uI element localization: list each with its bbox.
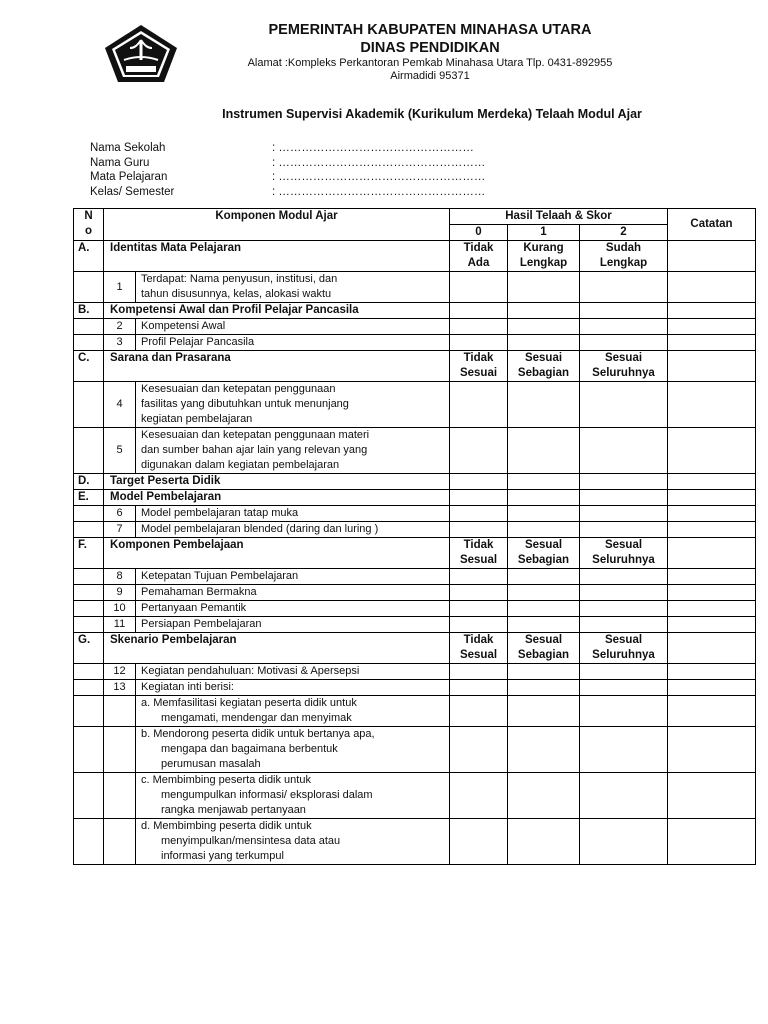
- field-school: [90, 142, 490, 157]
- score-1: 1: [508, 225, 580, 241]
- header-department-name: DINAS PENDIDIKAN: [360, 40, 500, 56]
- score-cell[interactable]: [450, 617, 508, 633]
- header-no: N o: [74, 209, 104, 241]
- notes-cell[interactable]: [668, 617, 756, 633]
- notes-cell[interactable]: [668, 522, 756, 538]
- section-title: Identitas Mata Pelajaran: [104, 241, 450, 272]
- table-row: [74, 319, 756, 335]
- item-number: 5: [104, 428, 136, 474]
- section-letter: G.: [74, 633, 104, 664]
- criteria-1: Sesual Sebagian: [508, 633, 580, 664]
- item-number: 8: [104, 569, 136, 585]
- section-row-b: [74, 303, 756, 319]
- notes-cell[interactable]: [668, 474, 756, 490]
- notes-cell[interactable]: [668, 569, 756, 585]
- score-cell[interactable]: [450, 680, 508, 696]
- score-cell[interactable]: [580, 773, 668, 819]
- score-cell[interactable]: [508, 585, 580, 601]
- header-government-name: PEMERINTAH KABUPATEN MINAHASA UTARA: [268, 22, 592, 38]
- section-row-c: [74, 351, 756, 382]
- score-cell[interactable]: [508, 601, 580, 617]
- item-text: Model pembelajaran blended (daring dan luring ): [136, 522, 450, 538]
- section-letter: B.: [74, 303, 104, 319]
- item-number: 3: [104, 335, 136, 351]
- field-label: Nama Guru: [90, 156, 150, 169]
- score-cell[interactable]: [450, 522, 508, 538]
- identity-fields: [90, 142, 490, 200]
- criteria-0: Tidak Sesual: [450, 633, 508, 664]
- score-2: 2: [580, 225, 668, 241]
- score-cell[interactable]: [450, 474, 508, 490]
- regency-emblem-logo: [104, 24, 178, 84]
- field-class-semester: [90, 186, 490, 201]
- sub-item-text: d. Membimbing peserta didik untuk menyimpulkan/mensintesa data atau informasi yang terkumpul: [136, 819, 450, 865]
- score-cell[interactable]: [580, 819, 668, 865]
- score-cell[interactable]: [580, 664, 668, 680]
- table-header-row: [74, 209, 756, 225]
- field-blank: : ………………………………………………: [272, 156, 486, 169]
- item-number: 12: [104, 664, 136, 680]
- section-row-f: [74, 538, 756, 569]
- score-cell[interactable]: [450, 727, 508, 773]
- item-text: Terdapat: Nama penyusun, institusi, dan tahun disusunnya, kelas, alokasi waktu: [136, 272, 450, 303]
- score-cell[interactable]: [450, 506, 508, 522]
- field-blank: : ……………………………………………: [272, 142, 474, 154]
- item-text: Profil Pelajar Pancasila: [136, 335, 450, 351]
- section-row-a: [74, 241, 756, 272]
- notes-cell[interactable]: [668, 241, 756, 272]
- score-cell[interactable]: [580, 272, 668, 303]
- header-hasil-telaah: Hasil Telaah & Skor: [450, 209, 668, 225]
- section-row-e: [74, 490, 756, 506]
- score-cell[interactable]: [508, 569, 580, 585]
- score-cell[interactable]: [508, 335, 580, 351]
- criteria-2: Sesuai Seluruhnya: [580, 351, 668, 382]
- criteria-0: Tidak Sesual: [450, 538, 508, 569]
- table-row: [74, 506, 756, 522]
- notes-cell[interactable]: [668, 506, 756, 522]
- table-row: [74, 601, 756, 617]
- header-city: Airmadidi 95371: [390, 70, 470, 82]
- table-row: [74, 272, 756, 303]
- item-number: 9: [104, 585, 136, 601]
- notes-cell[interactable]: [668, 664, 756, 680]
- score-cell[interactable]: [508, 727, 580, 773]
- table-row: [74, 335, 756, 351]
- item-number: 1: [104, 272, 136, 303]
- notes-cell[interactable]: [668, 319, 756, 335]
- score-cell[interactable]: [450, 664, 508, 680]
- sub-item-text: a. Memfasilitasi kegiatan peserta didik untuk mengamati, mendengar dan menyimak: [136, 696, 450, 727]
- score-cell[interactable]: [450, 696, 508, 727]
- score-cell[interactable]: [580, 569, 668, 585]
- score-cell[interactable]: [580, 680, 668, 696]
- score-cell[interactable]: [508, 617, 580, 633]
- table-row: [74, 773, 756, 819]
- table-row: [74, 664, 756, 680]
- score-cell[interactable]: [580, 428, 668, 474]
- score-cell[interactable]: [450, 601, 508, 617]
- notes-cell[interactable]: [668, 680, 756, 696]
- score-cell[interactable]: [580, 727, 668, 773]
- score-cell[interactable]: [580, 522, 668, 538]
- score-cell[interactable]: [580, 335, 668, 351]
- score-cell[interactable]: [508, 272, 580, 303]
- header-address: Alamat :Kompleks Perkantoran Pemkab Minahasa Utara Tlp. 0431-892955: [247, 57, 613, 69]
- score-cell[interactable]: [450, 585, 508, 601]
- item-number: 2: [104, 319, 136, 335]
- section-row-g: [74, 633, 756, 664]
- item-number: 10: [104, 601, 136, 617]
- score-cell[interactable]: [450, 319, 508, 335]
- table-row: [74, 819, 756, 865]
- score-cell[interactable]: [508, 428, 580, 474]
- section-letter: F.: [74, 538, 104, 569]
- score-cell[interactable]: [450, 382, 508, 428]
- item-number: 11: [104, 617, 136, 633]
- item-text: Kesesuaian dan ketepatan penggunaan fasilitas yang dibutuhkan untuk menunjang kegiatan pembelajaran: [136, 382, 450, 428]
- score-cell[interactable]: [580, 585, 668, 601]
- score-0: 0: [450, 225, 508, 241]
- item-number: 4: [104, 382, 136, 428]
- section-letter: D.: [74, 474, 104, 490]
- score-cell[interactable]: [580, 506, 668, 522]
- criteria-2: Sudah Lengkap: [580, 241, 668, 272]
- item-number: 6: [104, 506, 136, 522]
- section-title: Model Pembelajaran: [104, 490, 450, 506]
- field-blank: : ………………………………………………: [272, 185, 486, 198]
- notes-cell[interactable]: [668, 633, 756, 664]
- notes-cell[interactable]: [668, 819, 756, 865]
- field-subject: [90, 171, 490, 186]
- table-row: [74, 680, 756, 696]
- notes-cell[interactable]: [668, 727, 756, 773]
- table-row: [74, 727, 756, 773]
- header-catatan: Catatan: [668, 209, 756, 241]
- section-title: Komponen Pembelajaan: [104, 538, 450, 569]
- table-row: [74, 382, 756, 428]
- score-cell[interactable]: [508, 522, 580, 538]
- score-cell[interactable]: [580, 696, 668, 727]
- score-cell[interactable]: [580, 474, 668, 490]
- score-cell[interactable]: [450, 773, 508, 819]
- section-row-d: [74, 474, 756, 490]
- section-letter: A.: [74, 241, 104, 272]
- item-text: Model pembelajaran tatap muka: [136, 506, 450, 522]
- criteria-0: Tidak Sesuai: [450, 351, 508, 382]
- item-text: Pemahaman Bermakna: [136, 585, 450, 601]
- field-teacher: [90, 157, 490, 172]
- field-label: Nama Sekolah: [90, 142, 166, 154]
- item-number: 7: [104, 522, 136, 538]
- section-title: Skenario Pembelajaran: [104, 633, 450, 664]
- table-row: [74, 569, 756, 585]
- score-cell[interactable]: [450, 428, 508, 474]
- criteria-2: Sesual Seluruhnya: [580, 538, 668, 569]
- criteria-0: Tidak Ada: [450, 241, 508, 272]
- item-text: Ketepatan Tujuan Pembelajaran: [136, 569, 450, 585]
- notes-cell[interactable]: [668, 696, 756, 727]
- field-blank: : ………………………………………………: [272, 171, 486, 184]
- notes-cell[interactable]: [668, 428, 756, 474]
- supervision-table: [73, 208, 756, 865]
- criteria-1: Sesuai Sebagian: [508, 351, 580, 382]
- notes-cell[interactable]: [668, 382, 756, 428]
- score-cell[interactable]: [450, 819, 508, 865]
- score-cell[interactable]: [580, 319, 668, 335]
- table-row: [74, 522, 756, 538]
- section-title: Target Peserta Didik: [104, 474, 450, 490]
- section-title: Kompetensi Awal dan Profil Pelajar Pancasila: [104, 303, 450, 319]
- notes-cell[interactable]: [668, 538, 756, 569]
- score-cell[interactable]: [508, 319, 580, 335]
- score-cell[interactable]: [508, 819, 580, 865]
- item-text: Kompetensi Awal: [136, 319, 450, 335]
- header-komponen: Komponen Modul Ajar: [104, 209, 450, 241]
- score-cell[interactable]: [508, 664, 580, 680]
- table-row: [74, 585, 756, 601]
- criteria-1: Sesual Sebagian: [508, 538, 580, 569]
- notes-cell[interactable]: [668, 585, 756, 601]
- notes-cell[interactable]: [668, 601, 756, 617]
- document-title: Instrumen Supervisi Akademik (Kurikulum Merdeka) Telaah Modul Ajar: [222, 107, 642, 121]
- score-cell[interactable]: [508, 680, 580, 696]
- sub-item-text: b. Mendorong peserta didik untuk bertanya apa, mengapa dan bagaimana berbentuk perumusan masalah: [136, 727, 450, 773]
- item-text: Kegiatan pendahuluan: Motivasi & Apersepsi: [136, 664, 450, 680]
- notes-cell[interactable]: [668, 335, 756, 351]
- score-cell[interactable]: [450, 272, 508, 303]
- score-cell[interactable]: [508, 506, 580, 522]
- score-cell[interactable]: [450, 569, 508, 585]
- score-cell[interactable]: [450, 335, 508, 351]
- table-row: [74, 696, 756, 727]
- item-text: Kegiatan inti berisi:: [136, 680, 450, 696]
- item-text: Kesesuaian dan ketepatan penggunaan materi dan sumber bahan ajar lain yang relevan yang digunakan dalam kegiatan pembelajaran: [136, 428, 450, 474]
- item-number: 13: [104, 680, 136, 696]
- score-cell[interactable]: [508, 382, 580, 428]
- table-row: [74, 428, 756, 474]
- field-label: Kelas/ Semester: [90, 185, 175, 198]
- score-cell[interactable]: [508, 773, 580, 819]
- item-text: Persiapan Pembelajaran: [136, 617, 450, 633]
- score-cell[interactable]: [508, 696, 580, 727]
- notes-cell[interactable]: [668, 773, 756, 819]
- table-row: [74, 617, 756, 633]
- score-cell[interactable]: [580, 382, 668, 428]
- notes-cell[interactable]: [668, 272, 756, 303]
- criteria-2: Sesual Seluruhnya: [580, 633, 668, 664]
- criteria-1: Kurang Lengkap: [508, 241, 580, 272]
- notes-cell[interactable]: [668, 351, 756, 382]
- sub-item-text: c. Membimbing peserta didik untuk mengumpulkan informasi/ eksplorasi dalam rangka menjawab pertanyaan: [136, 773, 450, 819]
- field-label: Mata Pelajaran: [90, 171, 168, 184]
- score-cell[interactable]: [580, 617, 668, 633]
- section-letter: C.: [74, 351, 104, 382]
- section-title: Sarana dan Prasarana: [104, 351, 450, 382]
- section-letter: E.: [74, 490, 104, 506]
- score-cell[interactable]: [580, 601, 668, 617]
- score-cell[interactable]: [508, 474, 580, 490]
- item-text: Pertanyaan Pemantik: [136, 601, 450, 617]
